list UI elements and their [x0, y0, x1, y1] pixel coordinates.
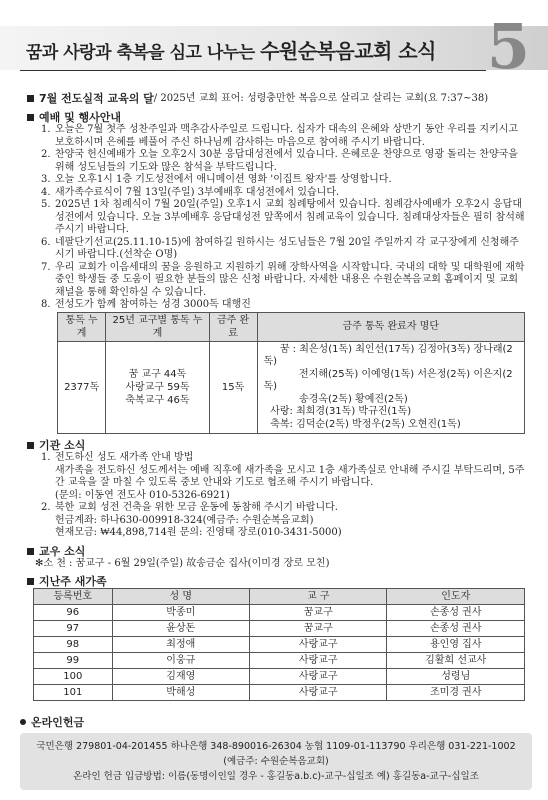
account-holder: (예금주: 수원순복음교회) — [223, 756, 329, 767]
table-row — [34, 637, 525, 653]
item-number: 7. — [41, 261, 51, 273]
group-label: 축복 — [270, 418, 290, 430]
item-number: 1. — [41, 124, 51, 135]
july-edu-label: 7월 전도실적 교육의 달 — [39, 92, 154, 105]
table-cell: 손종성 권사 — [387, 605, 525, 621]
worship-title — [27, 111, 527, 124]
table-cell: 김활희 선교사 — [387, 653, 525, 669]
table-cell: 사랑교구 — [250, 669, 387, 685]
item-text: 새가족수료식이 7월 13일(주일) 3부예배후 대성전에서 있습니다. — [55, 186, 340, 198]
table-cell: 101 — [34, 685, 113, 701]
names-line — [264, 394, 519, 407]
table-cell: 김재영 — [112, 669, 249, 685]
page-number: 5 — [486, 10, 530, 83]
table-row — [34, 605, 525, 621]
square-bullet-icon — [27, 548, 34, 555]
table-header: 교 구 — [250, 589, 387, 605]
table-cell: 박해성 — [112, 685, 249, 701]
item-text: 찬양국 헌신예배가 오늘 오후2시 30분 응답대성전에서 있습니다. 은혜로운 찬양으로 영광 돌리는 찬양국을 위해 성도님들의 기도와 많은 참석을 부탁드립니다. — [55, 149, 518, 173]
item-text: 오늘은 7월 첫주 성찬주일과 맥추감사주일로 드립니다. 십자가 대속의 은혜와 상반기 동안 우리를 지키시고 보호하시며 은혜를 베풀어 주신 하나님께 감사하는 마음으로 참여해 주시기 바랍니다. — [55, 124, 519, 148]
newcomers-title — [27, 575, 527, 588]
table-header: 통독 누계 — [58, 312, 106, 341]
table-row — [34, 653, 525, 669]
agency-title-text: 기관 소식 — [39, 439, 86, 452]
newcomers-table — [33, 588, 525, 701]
header — [0, 0, 548, 82]
page-title — [26, 35, 436, 64]
square-bullet-icon — [27, 442, 34, 449]
online-info-box — [20, 733, 532, 790]
table-header: 등록번호 — [34, 589, 113, 605]
table-cell: 100 — [34, 669, 113, 685]
parish-text: ✻소 천 : 꿈교구 - 6월 29일(주일) 故송금순 집사(이미경 장로 모친) — [35, 557, 330, 569]
table-row — [34, 669, 525, 685]
table-cell: 최정애 — [112, 637, 249, 653]
square-bullet-icon — [27, 578, 34, 585]
table-cell: 조미경 권사 — [387, 685, 525, 701]
list-item — [41, 149, 527, 174]
title-main: 수원순복음교회 소식 — [260, 39, 436, 63]
names-value: 최희경(31독) 박규진(1독) — [296, 406, 412, 417]
item-number: 1. — [41, 452, 51, 463]
table-header: 인도자 — [387, 589, 525, 605]
names-line: 사랑: 최희경(31독) 박규진(1독) — [264, 406, 519, 419]
parish-title — [27, 545, 527, 558]
july-edu-line — [27, 92, 527, 105]
item-text: 북한 교회 성전 건축을 위한 모금 운동에 동참해 주시기 바랍니다. — [55, 502, 338, 513]
item-detail: 새가족을 전도하신 성도께서는 예배 직후에 새가족을 모시고 1층 새가족실로 안내해 주시길 부탁드리며, 5주간 교육을 잘 마칠 수 있도록 중보 안내와 기도로 협조해 주시기 바랍니다. — [55, 464, 525, 488]
group-label: 꿈 — [279, 343, 290, 355]
table-header: 금주 완료 — [209, 312, 257, 341]
names-value: 김덕순(2독) 박정우(2독) 오현진(1독) — [296, 418, 461, 430]
district-count: 축복교구 46독 — [125, 394, 190, 406]
item-text: 네팔단기선교(25.11.10-15)에 참여하길 원하시는 성도님들은 7월 20일 주일까지 각 교구장에게 신청해주시기 바랍니다.(선착순 O명) — [55, 236, 519, 260]
table-cell: 사랑교구 — [250, 685, 387, 701]
table-row — [34, 685, 525, 701]
total-count: 2377독 — [58, 341, 106, 434]
table-cell: 박종미 — [112, 605, 249, 621]
deposit-method: 온라인 헌금 입금방법: 이름(동명이인일 경우 - 홍길동a.b.c)-교구-십일조 예) 홍길동a-교구-십일조 — [73, 771, 479, 782]
group-label: 사랑 — [270, 406, 290, 417]
item-text: 오늘 오후1시 1층 기도성전에서 애니메이션 영화 '이집트 왕자'를 상영합니다. — [55, 174, 392, 185]
table-header: 성 명 — [112, 589, 249, 605]
item-number: 4. — [41, 186, 51, 198]
online-title-text: 온라인헌금 — [31, 716, 85, 729]
table-cell: 이웅규 — [112, 653, 249, 669]
header-divider — [20, 70, 486, 71]
list-item — [41, 187, 527, 200]
district-counts — [106, 341, 209, 434]
table-cell: 꿈교구 — [250, 621, 387, 637]
names-value: 최은성(1독) 최인선(17독) 김정아(3독) 장나래(2독) — [263, 343, 513, 367]
online-title — [20, 714, 532, 730]
dot-bullet-icon — [20, 719, 26, 725]
title-prefix: 꿈과 사랑과 축복을 심고 나누는 — [26, 43, 255, 63]
agency-title — [27, 439, 527, 452]
item-number: 8. — [41, 299, 51, 310]
names-line: 꿈 : 최은성(1독) 최인선(17독) 김정아(3독) 장나래(2독) — [263, 343, 513, 367]
worship-title-text: 예배 및 행사안내 — [39, 111, 122, 124]
content — [27, 88, 527, 701]
list-item — [41, 237, 527, 262]
table-header-row — [58, 312, 525, 341]
list-item — [41, 452, 527, 465]
district-count: 꿈 교구 44독 — [128, 368, 187, 380]
item-detail: 현재모금: ₩44,898,714원 문의: 진영태 장로(010-3431-5000) — [55, 527, 342, 538]
week-count: 15독 — [209, 341, 257, 434]
item-text: 전성도가 함께 참여하는 성경 3000독 대행진 — [55, 299, 251, 310]
list-item — [41, 502, 527, 515]
table-cell: 사랑교구 — [250, 637, 387, 653]
table-cell: 손종성 권사 — [387, 621, 525, 637]
table-row — [34, 621, 525, 637]
item-text: 우리 교회가 이음세대의 꿈을 응원하고 지원하기 위해 장학사역을 시작합니다. 국내의 대학 및 대학원에 재학 중인 학생들 중 도움이 필요한 분들의 많은 신청 바랍니다. 자세한 내용은 수원순복음교회 홈페이지 및 교회 채널을 통해 확인하실 수 있습니다. — [55, 261, 525, 298]
table-cell: 99 — [34, 653, 113, 669]
names-line: 축복: 김덕순(2독) 박정우(2독) 오현진(1독) — [264, 419, 519, 432]
online-offering — [20, 714, 532, 790]
names-value: 전지해(25독) 이예영(1독) 서은정(2독) 이은지(2독) — [263, 368, 513, 392]
table-cell: 성령님 — [387, 669, 525, 685]
july-edu-text: / 2025년 교회 표어: 성령충만한 복음으로 살리고 살리는 교회(요 7:37~38) — [153, 93, 489, 104]
table-header-row — [34, 589, 525, 605]
list-item — [41, 262, 527, 300]
item-number: 2. — [41, 149, 51, 160]
names-cell — [257, 341, 525, 434]
district-count: 사랑교구 59독 — [125, 381, 190, 393]
list-item — [41, 199, 527, 237]
table-cell: 윤상돈 — [112, 621, 249, 637]
bible-reading-table — [57, 312, 525, 435]
worship-list — [27, 124, 527, 312]
item-number: 5. — [41, 199, 51, 210]
list-item — [41, 299, 527, 312]
square-bullet-icon — [27, 95, 34, 102]
list-item — [41, 174, 527, 187]
table-cell: 97 — [34, 621, 113, 637]
table-cell: 98 — [34, 637, 113, 653]
names-line — [264, 369, 519, 394]
table-cell: 용인영 집사 — [387, 637, 525, 653]
item-text: 2025년 1차 침례식이 7월 20일(주일) 오후1시 교회 침례탕에서 있습니다. 침례감사예배가 오후2시 응답대성전에서 있습니다. 오늘 3부예배후 응답대성전 앞쪽에서 침례교육이 있습니다. 침례대상자들은 필히 참석해 주시기 바랍니다. — [55, 199, 525, 235]
table-cell: 사랑교구 — [250, 653, 387, 669]
item-text: 전도하신 성도 새가족 안내 방법 — [55, 452, 194, 463]
table-row — [58, 341, 525, 434]
item-number: 2. — [41, 502, 51, 513]
item-detail: (문의: 이동연 전도사 010-5326-6921) — [55, 489, 230, 501]
item-number: 6. — [41, 236, 51, 248]
parish-title-text: 교우 소식 — [39, 544, 86, 558]
agency-list — [27, 452, 527, 540]
table-header: 금주 통독 완료자 명단 — [257, 312, 525, 341]
table-cell: 꿈교구 — [250, 605, 387, 621]
list-item — [41, 124, 527, 149]
table-header: 25년 교구별 통독 누계 — [106, 312, 209, 341]
names-value: 송경옥(2독) 황예진(2독) — [299, 393, 408, 405]
bank-accounts: 국민은행 279801-04-201455 하나은행 348-890016-26304 농협 1109-01-113790 우리은행 031-221-1002 — [36, 741, 516, 752]
item-detail: 헌금계좌: 하나630-009918-324(예금주: 수원순복음교회) — [55, 514, 314, 526]
newcomers-title-text: 지난주 새가족 — [39, 575, 107, 588]
square-bullet-icon — [27, 114, 34, 121]
item-number: 3. — [41, 174, 51, 185]
table-cell: 96 — [34, 605, 113, 621]
